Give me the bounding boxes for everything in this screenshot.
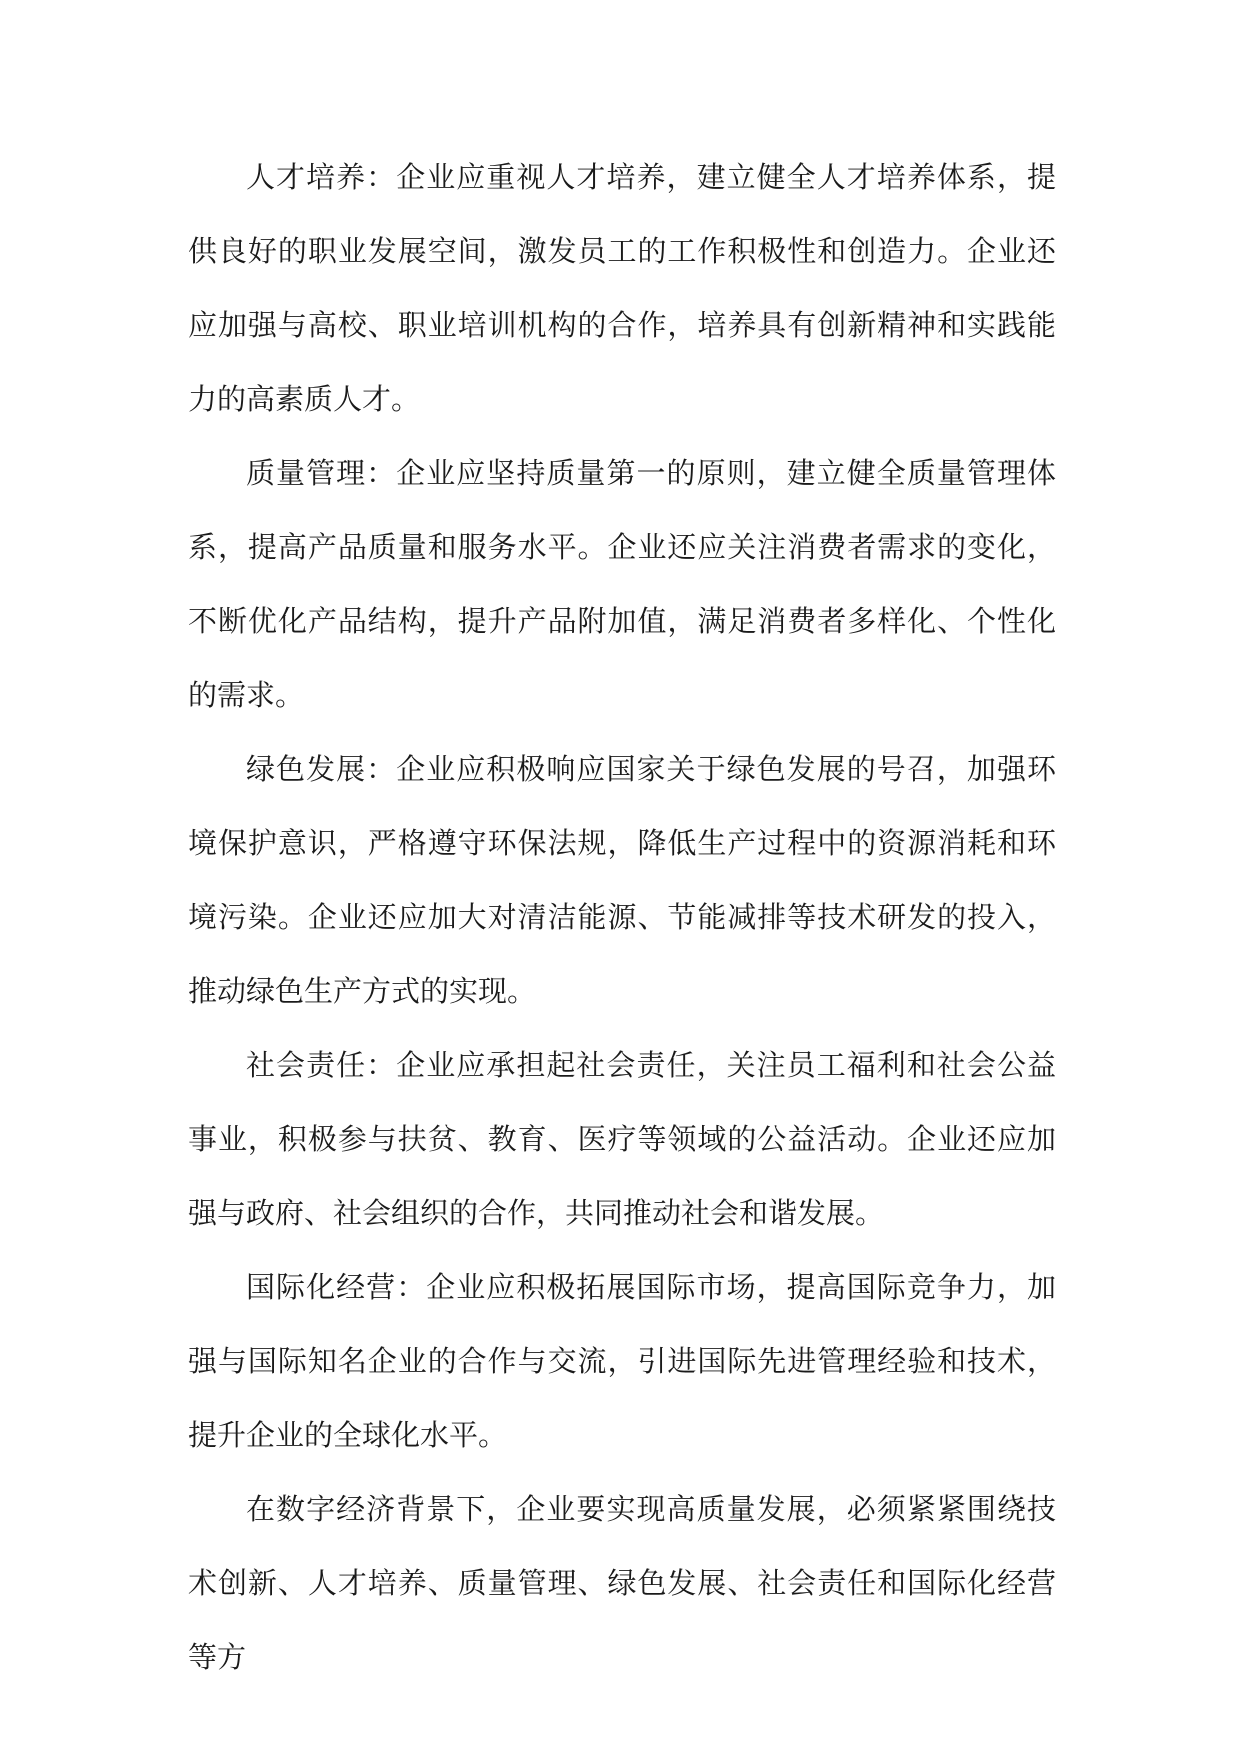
paragraph-social-responsibility: 社会责任：企业应承担起社会责任，关注员工福利和社会公益事业，积极参与扶贫、教育、医疗等领域的公益活动。企业还应加强与政府、社会组织的合作，共同推动社会和谐发展。 <box>188 1048 1056 1230</box>
paragraph-quality-management: 质量管理：企业应坚持质量第一的原则，建立健全质量管理体系，提高产品质量和服务水平。企业还应关注消费者需求的变化，不断优化产品结构，提升产品附加值，满足消费者多样化、个性化的需求。 <box>188 456 1056 712</box>
paragraph-talent-cultivation: 人才培养：企业应重视人才培养，建立健全人才培养体系，提供良好的职业发展空间，激发员工的工作积极性和创造力。企业还应加强与高校、职业培训机构的合作，培养具有创新精神和实践能力的高素质人才。 <box>188 160 1056 416</box>
paragraph-conclusion: 在数字经济背景下，企业要实现高质量发展，必须紧紧围绕技术创新、人才培养、质量管理、绿色发展、社会责任和国际化经营等方 <box>188 1492 1056 1674</box>
paragraph-green-development: 绿色发展：企业应积极响应国家关于绿色发展的号召，加强环境保护意识，严格遵守环保法规，降低生产过程中的资源消耗和环境污染。企业还应加大对清洁能源、节能减排等技术研发的投入，推动绿色生产方式的实现。 <box>188 752 1056 1008</box>
paragraph-internationalization: 国际化经营：企业应积极拓展国际市场，提高国际竞争力，加强与国际知名企业的合作与交流，引进国际先进管理经验和技术，提升企业的全球化水平。 <box>188 1270 1056 1452</box>
document-body <box>188 140 1056 1694</box>
